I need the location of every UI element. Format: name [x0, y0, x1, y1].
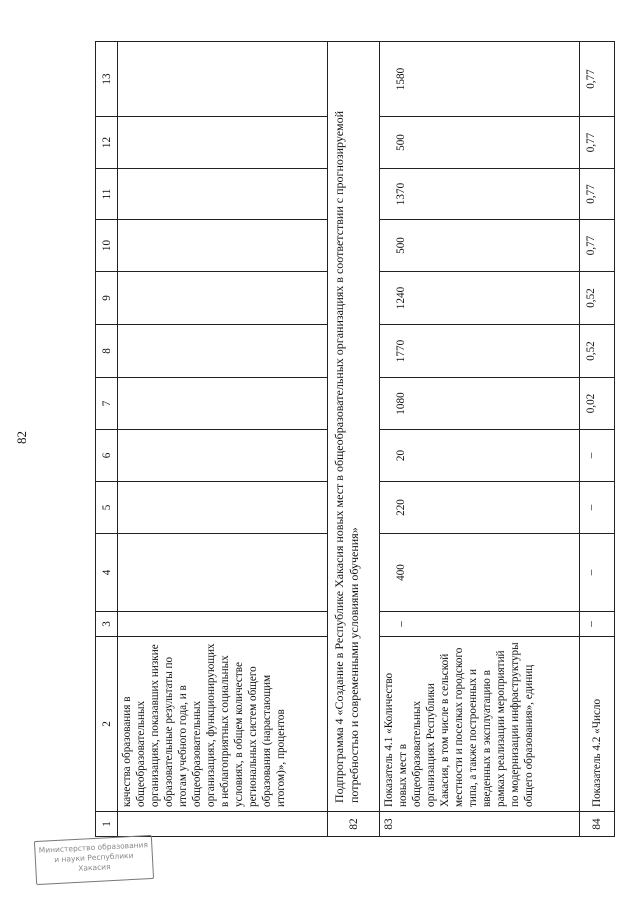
value-cell — [118, 534, 328, 612]
value-cell: – — [580, 430, 615, 482]
header-cell: 2 — [96, 637, 118, 812]
header-cell: 3 — [96, 612, 118, 637]
value-cell — [118, 430, 328, 482]
value-cell: – — [380, 612, 580, 637]
row-number — [118, 812, 328, 837]
subprogram-row — [328, 42, 380, 837]
value-cell: 0,77 — [580, 42, 615, 117]
value-cell: 20 — [380, 430, 580, 482]
page-number: 82 — [14, 431, 29, 444]
header-cell: 11 — [96, 169, 118, 220]
value-cell: 500 — [380, 220, 580, 272]
value-cell — [118, 325, 328, 378]
value-cell: – — [580, 612, 615, 637]
value-cell: 400 — [380, 534, 580, 612]
row-number: 84 — [580, 812, 615, 837]
value-cell: 0,77 — [580, 220, 615, 272]
value-cell — [118, 378, 328, 430]
value-cell: 1580 — [380, 42, 580, 117]
indicators-table — [95, 41, 615, 837]
value-cell: – — [580, 534, 615, 612]
value-cell: 0,77 — [580, 117, 615, 169]
value-cell — [118, 220, 328, 272]
header-row — [96, 42, 118, 837]
header-cell: 1 — [96, 812, 118, 837]
header-cell: 4 — [96, 534, 118, 612]
header-cell: 8 — [96, 325, 118, 378]
header-cell: 7 — [96, 378, 118, 430]
row-number: 83 — [380, 812, 580, 837]
header-cell: 9 — [96, 272, 118, 325]
value-cell — [118, 272, 328, 325]
indicator-text: Показатель 4.2 «Число — [580, 637, 615, 812]
header-cell: 12 — [96, 117, 118, 169]
table-row — [380, 42, 580, 837]
value-cell — [118, 612, 328, 637]
value-cell: 1770 — [380, 325, 580, 378]
value-cell: 0,02 — [580, 378, 615, 430]
value-cell: 0,52 — [580, 325, 615, 378]
value-cell: 220 — [380, 482, 580, 534]
table-row — [118, 42, 328, 837]
header-cell: 5 — [96, 482, 118, 534]
value-cell: 500 — [380, 117, 580, 169]
row-number: 82 — [328, 812, 380, 837]
value-cell — [118, 117, 328, 169]
value-cell: 0,52 — [580, 272, 615, 325]
official-stamp: Министерство образования и науки Республики Хакасия — [34, 835, 154, 885]
header-cell: 13 — [96, 42, 118, 117]
value-cell — [118, 42, 328, 117]
value-cell: – — [580, 482, 615, 534]
header-cell: 10 — [96, 220, 118, 272]
value-cell — [118, 169, 328, 220]
indicator-text: качества образования в общеобразовательных организациях, показавших низкие образовательные результаты по итогам учебного года, и в общеобразовательных организациях, функционирующих в неблагоприятных социальных условиях, в общем количестве региональных систем общего образования (нарастающим итогом)», процентов — [118, 637, 328, 812]
header-cell: 6 — [96, 430, 118, 482]
table-row — [580, 42, 615, 837]
indicator-text: Показатель 4.1 «Количество новых мест в общеобразовательных организациях Республики Хакасия, в том числе в сельской местности и поселках городского типа, а также построенных и введенных в эксплуатацию в рамках реализации мероприятий по модернизации инфраструктуры общего образования», единиц — [380, 637, 580, 812]
rotated-table-frame — [95, 67, 615, 837]
value-cell: 1080 — [380, 378, 580, 430]
value-cell: 1240 — [380, 272, 580, 325]
value-cell: 1370 — [380, 169, 580, 220]
subprogram-title: Подпрограмма 4 «Создание в Республике Хакасия новых мест в общеобразовательных организациях в соответствии с прогнозируемой потребностью и современными условиями обучения» — [328, 42, 380, 812]
value-cell — [118, 482, 328, 534]
value-cell: 0,77 — [580, 169, 615, 220]
